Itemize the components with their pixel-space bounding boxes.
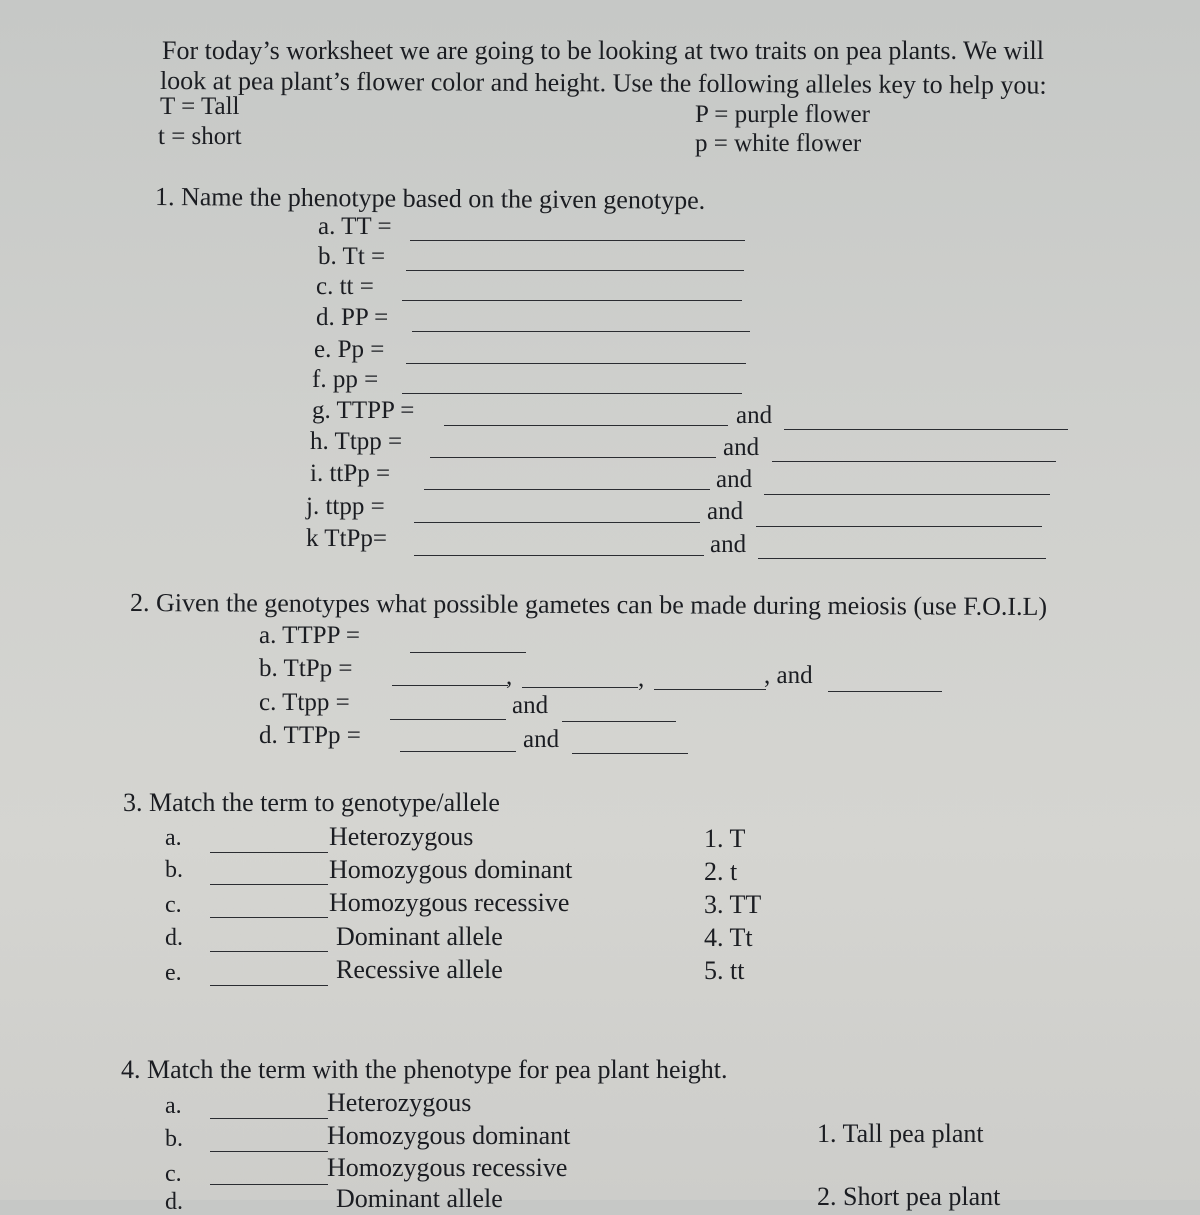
q4-title: 4. Match the term with the phenotype for pea plant height. xyxy=(121,1055,728,1084)
q2-answer-blank-c-2[interactable] xyxy=(562,721,676,722)
q4-letter-b: b. xyxy=(165,1126,183,1152)
q1-answer-blank-e[interactable] xyxy=(406,363,746,364)
key-white: p = white flower xyxy=(695,130,862,157)
q4-term-c: Homozygous recessive xyxy=(327,1153,568,1182)
q4-term-b: Homozygous dominant xyxy=(327,1121,571,1150)
q1-item-b: b. Tt = xyxy=(318,243,386,270)
q3-letter-d: d. xyxy=(165,925,183,951)
q1-answer-blank-i-2[interactable] xyxy=(764,494,1050,495)
q1-answer-blank-f[interactable] xyxy=(402,393,742,394)
q3-term-d: Dominant allele xyxy=(336,922,503,951)
q1-and-h: and xyxy=(723,434,760,461)
q3-answer-blank-a[interactable] xyxy=(210,852,328,853)
q1-answer-blank-c[interactable] xyxy=(402,300,742,301)
key-short: t = short xyxy=(158,123,242,150)
q1-item-c: c. tt = xyxy=(316,273,374,300)
q2-and-c: and xyxy=(512,692,549,719)
q2-item-c: c. Ttpp = xyxy=(259,689,350,716)
q3-letter-c: c. xyxy=(165,892,182,918)
q4-option-1: 1. Tall pea plant xyxy=(817,1119,984,1148)
q1-answer-blank-a[interactable] xyxy=(410,240,745,241)
q1-item-a: a. TT = xyxy=(318,213,392,240)
q3-answer-blank-d[interactable] xyxy=(210,951,328,952)
q3-option-2: 2. t xyxy=(704,857,738,886)
key-tall: T = Tall xyxy=(160,93,240,120)
q4-answer-blank-c[interactable] xyxy=(210,1184,328,1185)
q2-item-a: a. TTPP = xyxy=(259,622,360,649)
q3-term-e: Recessive allele xyxy=(336,955,503,984)
q2-and-d: and xyxy=(523,726,560,753)
q1-answer-blank-j-1[interactable] xyxy=(414,522,700,523)
q1-and-k: and xyxy=(710,531,747,558)
q3-option-3: 3. TT xyxy=(704,890,762,919)
q4-letter-a: a. xyxy=(165,1093,182,1119)
q4-answer-blank-a[interactable] xyxy=(210,1118,328,1119)
q2-and-b: , and xyxy=(764,662,813,689)
q3-option-5: 5. tt xyxy=(704,956,745,985)
q2-comma-b-1: , xyxy=(506,663,513,690)
q1-item-g: g. TTPP = xyxy=(312,397,415,424)
q1-item-i: i. ttPp = xyxy=(310,460,391,487)
q3-letter-e: e. xyxy=(165,960,182,986)
q1-item-j: j. ttpp = xyxy=(306,493,385,520)
intro-line-2: look at pea plant’s flower color and height. Use the following alleles key to help you: xyxy=(159,66,1047,100)
q1-item-d: d. PP = xyxy=(316,304,389,331)
q1-answer-blank-j-2[interactable] xyxy=(756,526,1042,527)
q1-answer-blank-g-2[interactable] xyxy=(784,429,1068,430)
q4-letter-c: c. xyxy=(165,1161,182,1187)
q2-title: 2. Given the genotypes what possible gametes can be made during meiosis (use F.O.I.L) xyxy=(129,588,1048,622)
q3-term-b: Homozygous dominant xyxy=(329,855,573,884)
q1-item-k: k TtPp= xyxy=(306,525,388,552)
q1-title: 1. Name the phenotype based on the given genotype. xyxy=(154,182,706,215)
q4-letter-d: d. xyxy=(165,1189,183,1215)
q1-answer-blank-h-1[interactable] xyxy=(430,457,716,458)
intro-line-1: For today’s worksheet we are going to be looking at two traits on pea plants. We will xyxy=(162,36,1044,65)
q1-answer-blank-h-2[interactable] xyxy=(772,461,1056,462)
q1-answer-blank-b[interactable] xyxy=(406,270,744,271)
q1-item-f: f. pp = xyxy=(312,366,379,393)
q3-term-a: Heterozygous xyxy=(329,822,474,851)
q1-answer-blank-i-1[interactable] xyxy=(424,489,710,490)
q1-and-i: and xyxy=(716,466,753,493)
q2-answer-blank-d-1[interactable] xyxy=(400,751,516,752)
q2-answer-blank-b-3[interactable] xyxy=(654,689,766,690)
q3-letter-b: b. xyxy=(165,857,183,883)
q3-letter-a: a. xyxy=(165,825,182,851)
q3-term-c: Homozygous recessive xyxy=(329,888,570,917)
q3-option-1: 1. T xyxy=(704,824,746,853)
q1-item-e: e. Pp = xyxy=(314,336,385,363)
q3-answer-blank-c[interactable] xyxy=(210,917,328,918)
q2-item-b: b. TtPp = xyxy=(259,655,353,682)
q3-answer-blank-e[interactable] xyxy=(210,985,328,986)
q1-and-g: and xyxy=(736,402,773,429)
q2-comma-b-2: , xyxy=(638,665,645,692)
q2-answer-blank-a[interactable] xyxy=(410,652,526,653)
q4-answer-blank-b[interactable] xyxy=(210,1151,328,1152)
q1-and-j: and xyxy=(707,498,744,525)
q4-term-d: Dominant allele xyxy=(336,1184,503,1213)
q2-item-d: d. TTPp = xyxy=(259,722,361,749)
q3-option-4: 4. Tt xyxy=(704,923,753,952)
q4-term-a: Heterozygous xyxy=(327,1088,472,1117)
q1-answer-blank-d[interactable] xyxy=(412,331,750,332)
key-purple: P = purple flower xyxy=(695,101,870,128)
q2-answer-blank-b-1[interactable] xyxy=(392,685,508,686)
q1-answer-blank-k-1[interactable] xyxy=(414,555,704,556)
q2-answer-blank-b-4[interactable] xyxy=(828,691,942,692)
q4-option-2: 2. Short pea plant xyxy=(817,1182,1001,1211)
q2-answer-blank-b-2[interactable] xyxy=(522,687,638,688)
q2-answer-blank-c-1[interactable] xyxy=(390,719,506,720)
q3-title: 3. Match the term to genotype/allele xyxy=(123,788,500,817)
q3-answer-blank-b[interactable] xyxy=(210,884,328,885)
q1-item-h: h. Ttpp = xyxy=(310,428,403,455)
q1-answer-blank-g-1[interactable] xyxy=(444,425,728,426)
q1-answer-blank-k-2[interactable] xyxy=(758,558,1046,559)
q2-answer-blank-d-2[interactable] xyxy=(572,753,688,754)
